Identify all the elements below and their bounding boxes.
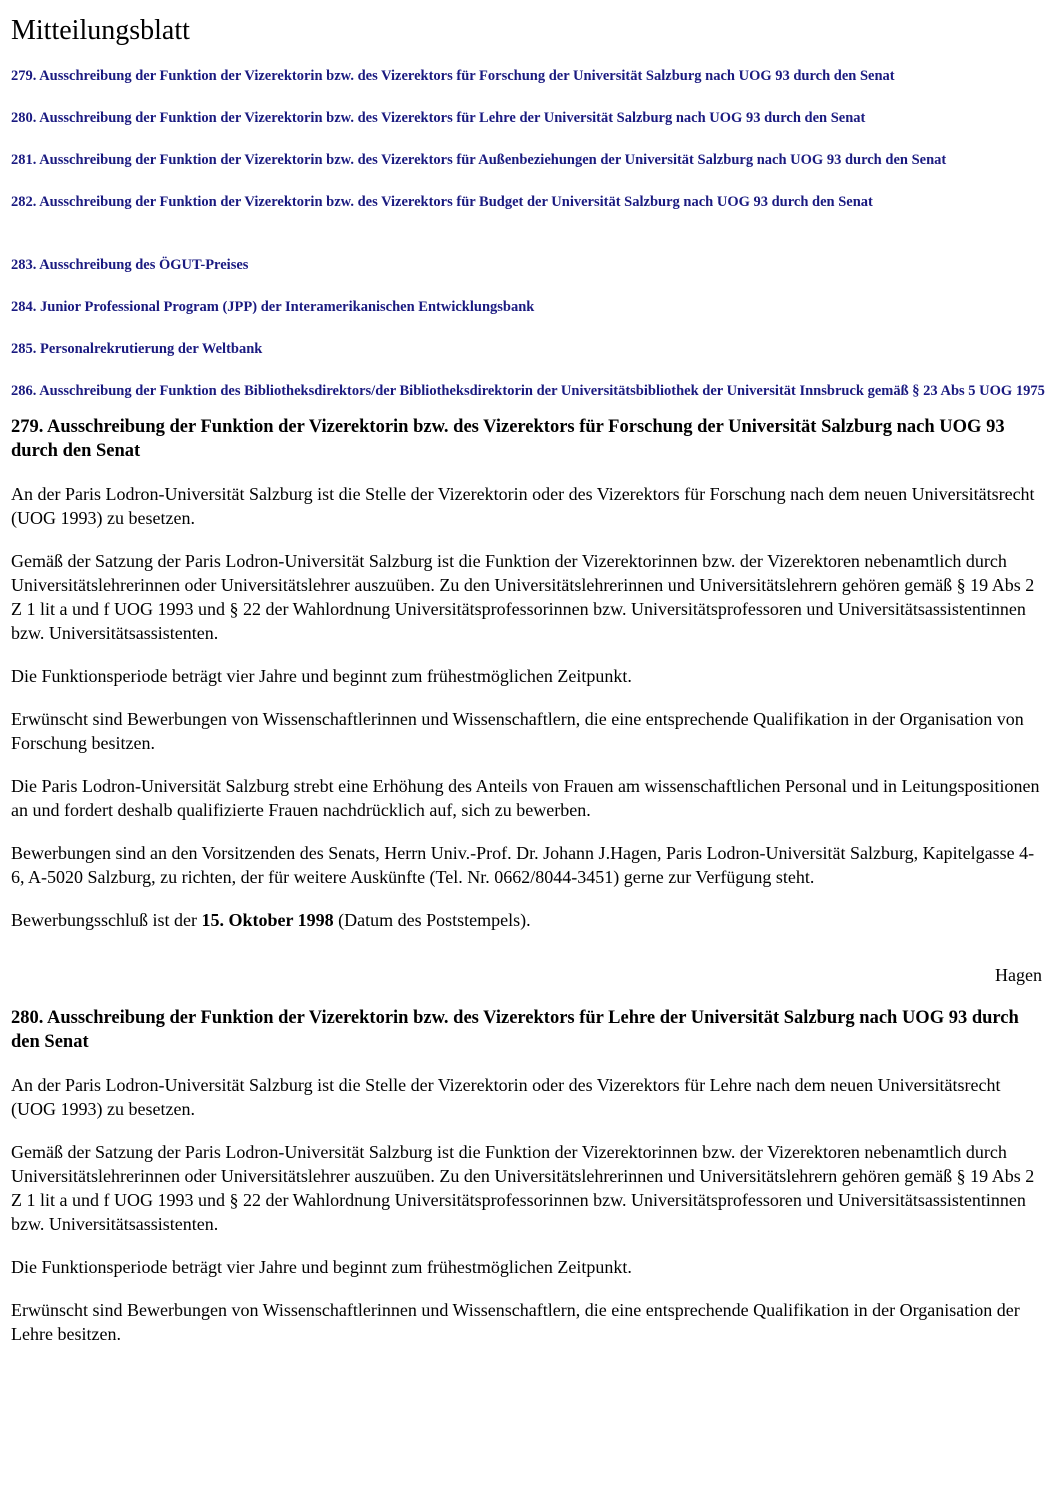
paragraph: Bewerbungen sind an den Vorsitzenden des Senats, Herrn Univ.-Prof. Dr. Johann J.Hagen, Paris Lodron-Universität Salzburg, Kapitelgasse 4-6, A-5020 Salzburg, zu richten, der für weitere Auskünfte (Tel. Nr. 0662/8044-3451) gerne zur Verfügung steht. bbox=[11, 842, 1035, 887]
section-280 bbox=[11, 1006, 1046, 1346]
paragraph: Erwünscht sind Bewerbungen von Wissenschaftlerinnen und Wissenschaftlern, die eine entsprechende Qualifikation in der Organisation der Lehre besitzen. bbox=[11, 1299, 1020, 1344]
paragraph: Die Funktionsperiode beträgt vier Jahre und beginnt zum frühestmöglichen Zeitpunkt. bbox=[11, 665, 632, 686]
paragraph: An der Paris Lodron-Universität Salzburg ist die Stelle der Vizerektorin oder des Vizerektors für Forschung nach dem neuen Universitätsrecht (UOG 1993) zu besetzen. bbox=[11, 483, 1035, 528]
deadline-paragraph bbox=[11, 908, 1046, 932]
spacer bbox=[11, 951, 1046, 963]
toc-link-282[interactable]: 282. Ausschreibung der Funktion der Vizerektorin bzw. des Vizerektors für Budget der Universität Salzburg nach UOG 93 durch den Senat bbox=[11, 193, 873, 210]
paragraph: Gemäß der Satzung der Paris Lodron-Universität Salzburg ist die Funktion der Vizerektorinnen bzw. der Vizerektoren nebenamtlich durch Universitätslehrerinnen oder Universitätslehrer auszuüben. Zu den Universitätslehrerinnen und Universitätslehrern gehören gemäß § 19 Abs 2 Z 1 lit a und f UOG 1993 und § 22 der Wahlordnung Universitätsprofessorinnen bzw. Universitätsprofessoren und Universitätsassistentinnen bzw. Universitätsassistenten. bbox=[11, 550, 1035, 643]
toc-link-283[interactable]: 283. Ausschreibung des ÖGUT-Preises bbox=[11, 256, 249, 273]
paragraph: Erwünscht sind Bewerbungen von Wissenschaftlerinnen und Wissenschaftlern, die eine entsprechende Qualifikation in der Organisation von Forschung besitzen. bbox=[11, 708, 1024, 753]
deadline-suffix: (Datum des Poststempels). bbox=[333, 909, 531, 930]
paragraph: Die Funktionsperiode beträgt vier Jahre und beginnt zum frühestmöglichen Zeitpunkt. bbox=[11, 1256, 632, 1277]
section-heading: 279. Ausschreibung der Funktion der Vizerektorin bzw. des Vizerektors für Forschung der Universität Salzburg nach UOG 93 durch den Senat bbox=[11, 416, 1005, 461]
paragraph: Gemäß der Satzung der Paris Lodron-Universität Salzburg ist die Funktion der Vizerektorinnen bzw. der Vizerektoren nebenamtlich durch Universitätslehrerinnen oder Universitätslehrer auszuüben. Zu den Universitätslehrerinnen und Universitätslehrern gehören gemäß § 19 Abs 2 Z 1 lit a und f UOG 1993 und § 22 der Wahlordnung Universitätsprofessorinnen bzw. Universitätsprofessoren und Universitätsassistentinnen bzw. Universitätsassistenten. bbox=[11, 1141, 1035, 1234]
deadline-date: 15. Oktober 1998 bbox=[201, 909, 334, 930]
paragraph: Die Paris Lodron-Universität Salzburg strebt eine Erhöhung des Anteils von Frauen am wissenschaftlichen Personal und in Leitungspositionen an und fordert deshalb qualifizierte Frauen nachdrücklich auf, sich zu bewerben. bbox=[11, 775, 1040, 820]
table-of-contents bbox=[11, 65, 1046, 402]
toc-link-280[interactable]: 280. Ausschreibung der Funktion der Vizerektorin bzw. des Vizerektors für Lehre der Universität Salzburg nach UOG 93 durch den Senat bbox=[11, 109, 866, 126]
toc-link-285[interactable]: 285. Personalrekrutierung der Weltbank bbox=[11, 340, 263, 357]
signature: Hagen bbox=[995, 964, 1042, 985]
toc-link-284[interactable]: 284. Junior Professional Program (JPP) der Interamerikanischen Entwicklungsbank bbox=[11, 298, 535, 315]
toc-link-279[interactable]: 279. Ausschreibung der Funktion der Vizerektorin bzw. des Vizerektors für Forschung der Universität Salzburg nach UOG 93 durch den Senat bbox=[11, 67, 895, 84]
deadline-prefix: Bewerbungsschluß ist der bbox=[11, 909, 202, 930]
section-279 bbox=[11, 415, 1046, 987]
section-heading: 280. Ausschreibung der Funktion der Vizerektorin bzw. des Vizerektors für Lehre der Universität Salzburg nach UOG 93 durch den Senat bbox=[11, 1007, 1019, 1052]
toc-link-286[interactable]: 286. Ausschreibung der Funktion des Bibliotheksdirektors/der Bibliotheksdirektorin der Universitätsbibliothek der Universität Innsbruck gemäß § 23 Abs 5 UOG 1975 bbox=[11, 382, 1045, 399]
page-title: Mitteilungsblatt bbox=[11, 15, 190, 46]
toc-link-281[interactable]: 281. Ausschreibung der Funktion der Vizerektorin bzw. des Vizerektors für Außenbeziehungen der Universität Salzburg nach UOG 93 durch den Senat bbox=[11, 151, 947, 168]
paragraph: An der Paris Lodron-Universität Salzburg ist die Stelle der Vizerektorin oder des Vizerektors für Lehre nach dem neuen Universitätsrecht (UOG 1993) zu besetzen. bbox=[11, 1074, 1001, 1119]
